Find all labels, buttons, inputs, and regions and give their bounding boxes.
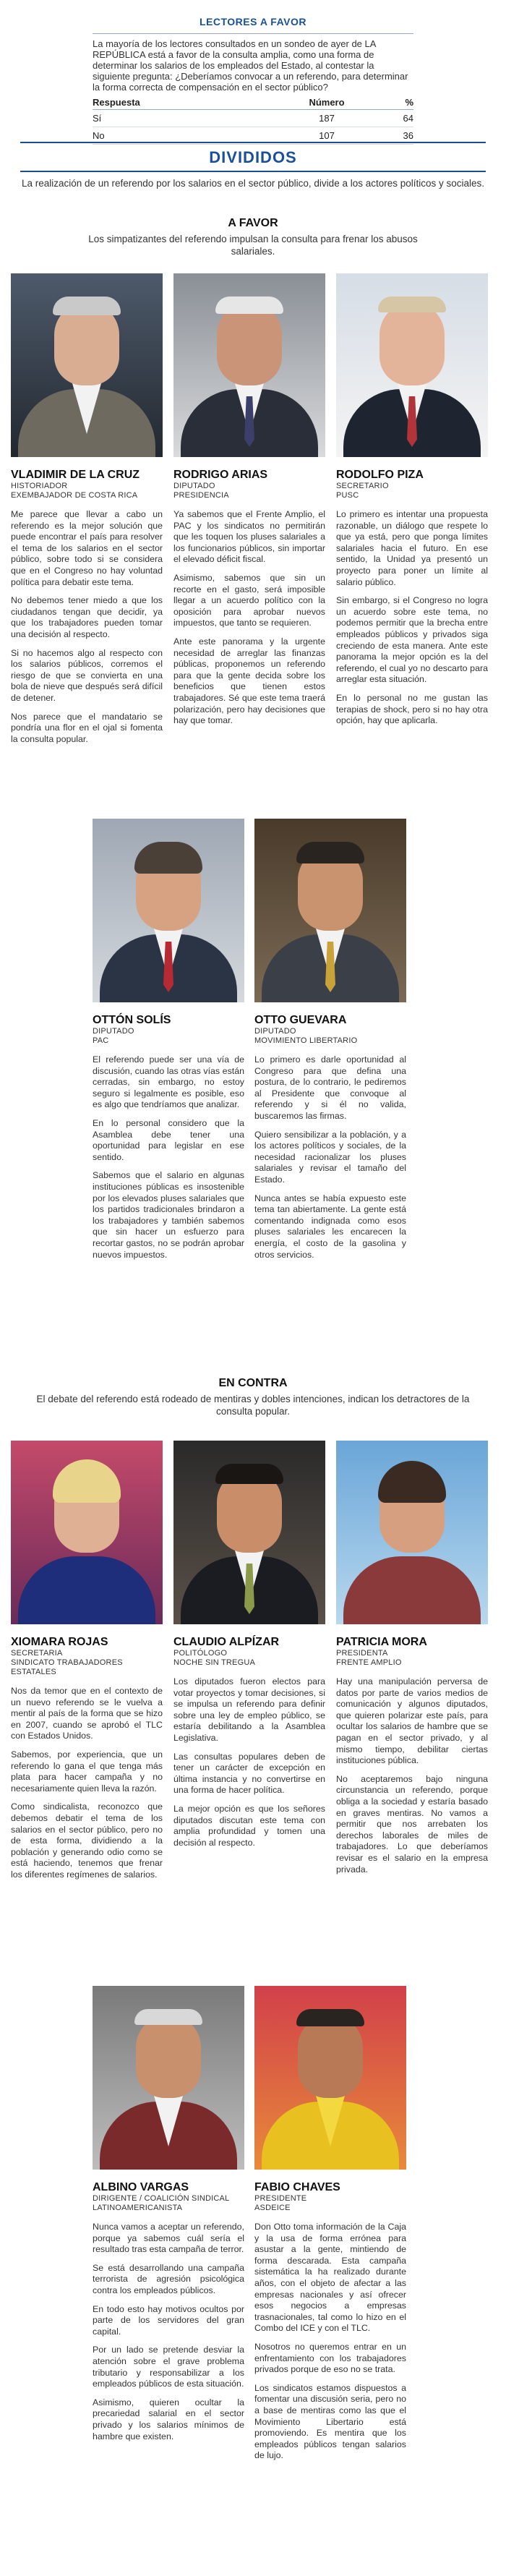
statement-paragraph: No aceptaremos bajo ninguna circunstancia un referendo, porque obliga a la sociedad y estaría basado en graves mentiras. No vamos a permitir que nos arrebaten los derechos laborales de miles de trabajadores. Lo que deberíamos revisar es el salario en la empresa privada.: [336, 1773, 488, 1875]
poll-answer: No: [93, 127, 283, 145]
person-role: SECRETARIO: [336, 482, 389, 490]
poll-header-answer: Respuesta: [93, 95, 283, 110]
poll-header-row: [93, 95, 413, 110]
divider-top: [20, 142, 486, 143]
person-role: PRESIDENTA: [336, 1649, 388, 1658]
poll-divider: [93, 33, 413, 34]
person-name: XIOMARA ROJAS: [11, 1636, 108, 1648]
person-role: DIPUTADO: [254, 1027, 296, 1036]
poll-question: La mayoría de los lectores consultados en un sondeo de ayer de LA REPÚBLICA está a favor de la consulta amplia, como una forma de determinar los salarios de los empleados del Estado, al contestar la siguiente pregunta: ¿Deberíamos convocar a un referendo, para determinar la forma correcta de compensación en el sector público?: [93, 38, 408, 93]
main-subtitle: La realización de un referendo por los salarios en el sector público, divide a los actores políticos y sociales.: [21, 178, 485, 189]
profile-card: [11, 1441, 163, 1888]
person-name: FABIO CHAVES: [254, 2181, 340, 2193]
statement-paragraph: Me parece que llevar a cabo un referendo es la mejor solución que puede encontrar el país para resolver el tema de los salarios en el sector público, sobre todo si se considera que en el Congreso no hay voluntad política para debatir este tema.: [11, 509, 163, 587]
poll-header-pct: %: [370, 95, 413, 110]
poll-results-table: [93, 95, 413, 145]
person-affiliation: ASDEICE: [254, 2204, 291, 2212]
person-role: DIPUTADO: [93, 1027, 134, 1036]
statement-paragraph: Los diputados fueron electos para votar proyectos y tomar decisiones, si se impulsa un referendo para definir sobre una ley de empleo público, se estaría debilitando a la Asamblea Legislativa.: [173, 1676, 325, 1743]
portrait-photo: [93, 819, 244, 1002]
person-role: PRESIDENTE: [254, 2194, 307, 2203]
statement-paragraph: Sabemos, por experiencia, que un referendo lo gana el que tenga más plata para hacer campaña y no necesariamente quien lleva la razón.: [11, 1749, 163, 1794]
profile-card: [93, 819, 244, 1268]
poll-header-number: Número: [283, 95, 370, 110]
person-name: OTTO GUEVARA: [254, 1014, 347, 1026]
statement: [173, 1676, 325, 1848]
main-title: DIVIDIDOS: [209, 148, 297, 166]
statement-paragraph: En lo personal considero que la Asamblea debe tener una oportunidad para legislar en ese sentido.: [93, 1117, 244, 1162]
profile-card: [336, 273, 488, 734]
profile-card: [173, 273, 325, 734]
statement: [173, 509, 325, 727]
statement-paragraph: Ya sabemos que el Frente Amplio, el PAC y los sindicatos no permitirán que les toquen los pluses salariales a los funcionarios públicos, sin importar el elevado déficit fiscal.: [173, 509, 325, 565]
statement: [93, 2222, 244, 2442]
poll-answer: Sí: [93, 110, 283, 127]
poll-row-yes: [93, 110, 413, 127]
statement-paragraph: En lo personal no me gustan las terapias de shock, pero si no hay otra opción, hay que aplicarla.: [336, 692, 488, 726]
statement-paragraph: Como sindicalista, reconozco que debemos debatir el tema de los salarios en el sector público, pero no de esta forma, dividiendo a la población y generando odio como se está haciendo, tenemos que frenar los diferentes regímenes de salarios.: [11, 1801, 163, 1880]
person-name: RODRIGO ARIAS: [173, 469, 268, 481]
statement-paragraph: La mejor opción es que los señores diputados discutan este tema con amplia profundidad y tomen una decisión al respecto.: [173, 1803, 325, 1848]
statement-paragraph: Don Otto toma información de la Caja y la usa de forma errónea para asustar a la gente, mintiendo de forma descarada. Esta campaña sistemática la ha realizado durante años, con el objeto de afectar a las empresas nacionales y así ofrecer esos negocios a empresas trasnacionales, tal como lo hizo en el Combo del ICE y con el TLC.: [254, 2222, 406, 2334]
person-name: VLADIMIR DE LA CRUZ: [11, 469, 140, 481]
statement-paragraph: Lo primero es darle oportunidad al Congreso para que defina una postura, de lo contrario, le pediremos al Presidente que convoque al referendo y si él no valida, buscaremos las firmas.: [254, 1054, 406, 1121]
statement-paragraph: Sabemos que el salario en algunas instituciones públicas es insostenible por los elevados pluses salariales que los partidos tradicionales brindaron a los trabajadores y también sabemos que sin hacer un esfuerzo para recortar gastos, no se podrán aprobar nuevos impuestos.: [93, 1170, 244, 1260]
person-name: RODOLFO PIZA: [336, 469, 424, 481]
statement-paragraph: Sin embargo, si el Congreso no logra un acuerdo sobre este tema, no podemos permitir que la brecha entre empleados públicos y privados siga creciendo de esta manera. Ante este panorama la mejor opción es la del referendo, el cual yo no descarto para arreglar esta situación.: [336, 595, 488, 685]
profile-card: [11, 273, 163, 752]
portrait-photo: [254, 819, 406, 1002]
statement-paragraph: Los sindicatos estamos dispuestos a fomentar una discusión seria, pero no a base de mentiras como las que el Movimiento Libertario está promoviendo. Es mentira que los empleados públicos tengan salarios de lujo.: [254, 2382, 406, 2461]
person-name: OTTÓN SOLÍS: [93, 1014, 171, 1026]
portrait-photo: [254, 1986, 406, 2170]
poll-number: 107: [283, 127, 370, 145]
statement-paragraph: El referendo puede ser una vía de discusión, cuando las otras vías están cerradas, sin embargo, no estoy seguro si legalmente es posible, eso es algo que tendríamos que analizar.: [93, 1054, 244, 1110]
statement-paragraph: Las consultas populares deben de tener un carácter de excepción en última instancia y no convertirse en una forma de hacer política.: [173, 1751, 325, 1796]
person-affiliation: FRENTE AMPLIO: [336, 1658, 402, 1667]
person-affiliation: PAC: [93, 1036, 109, 1045]
portrait-photo: [173, 273, 325, 457]
favor-subtitle: Los simpatizantes del referendo impulsan la consulta para frenar los abusos salariales.: [88, 234, 418, 257]
statement-paragraph: No debemos tener miedo a que los ciudadanos tengan que decidir, ya que los trabajadores pueden tomar una decisión al respecto.: [11, 595, 163, 639]
person-role: HISTORIADOR: [11, 482, 68, 490]
profile-card: [254, 819, 406, 1268]
profile-card: [93, 1986, 244, 2449]
poll-pct: 64: [370, 110, 413, 127]
profile-card: [336, 1441, 488, 1882]
person-name: CLAUDIO ALPÍZAR: [173, 1636, 280, 1648]
statement-paragraph: Se está desarrollando una campaña terrorista de agresión psicológica contra los empleados públicos.: [93, 2262, 244, 2295]
poll-number: 187: [283, 110, 370, 127]
person-role: DIRIGENTE / COALICIÓN SINDICAL LATINOAMERICANISTA: [93, 2194, 229, 2212]
divider-bottom: [20, 171, 486, 172]
statement: [11, 1686, 163, 1881]
statement: [93, 1054, 244, 1261]
contra-subtitle: El debate del referendo está rodeado de mentiras y dobles intenciones, indican los detractores de la consulta popular.: [36, 1394, 470, 1417]
statement-paragraph: Por un lado se pretende desviar la atención sobre el grave problema tributario y responsabilizar a los empleados públicos de esta situación.: [93, 2345, 244, 2389]
favor-title: A FAVOR: [228, 217, 278, 229]
person-affiliation: EXEMBAJADOR DE COSTA RICA: [11, 491, 138, 500]
statement: [336, 1676, 488, 1875]
person-affiliation: PUSC: [336, 491, 359, 500]
portrait-photo: [173, 1441, 325, 1624]
statement-paragraph: Quiero sensibilizar a la población, y a los actores políticos y sociales, de la necesidad racionalizar los pluses salariales y revisar el tamaño del Estado.: [254, 1129, 406, 1185]
person-role: POLITÓLOGO: [173, 1649, 228, 1658]
profile-card: [173, 1441, 325, 1856]
poll-pct: 36: [370, 127, 413, 145]
statement-paragraph: Hay una manipulación perversa de datos por parte de varios medios de comunicación y algunos diputados, que quieren polarizar este país, para ocultar los salarios de hambre que se pagan en el sector privado, y al mismo tiempo, debilitar ciertas instituciones pública.: [336, 1676, 488, 1766]
statement: [336, 509, 488, 727]
statement-paragraph: Ante este panorama y la urgente necesidad de arreglar las finanzas públicas, proponemos un referendo para que la gente decida sobre los beneficios que tienen estos trabajadores. Sé que este tema traerá polarización, pero hay decisiones que hay que tomar.: [173, 636, 325, 726]
portrait-photo: [336, 273, 488, 457]
statement-paragraph: Lo primero es intentar una propuesta razonable, un diálogo que respete lo que ya está, pero que ponga límites salariales hacia el futuro. En ese sentido, la Unidad ya presentó un proyecto para poner un límite al salario público.: [336, 509, 488, 587]
statement-paragraph: Nosotros no queremos entrar en un enfrentamiento con los trabajadores privados porque de eso no se trata.: [254, 2341, 406, 2375]
person-affiliation: NOCHE SIN TREGUA: [173, 1658, 256, 1667]
person-affiliation: MOVIMIENTO LIBERTARIO: [254, 1036, 358, 1045]
person-affiliation: PRESIDENCIA: [173, 491, 229, 500]
statement-paragraph: Nunca vamos a aceptar un referendo, porque ya sabemos cuál sería el resultado tras esta campaña de terror.: [93, 2222, 244, 2255]
poll-box: [93, 0, 413, 145]
person-role: DIPUTADO: [173, 482, 215, 490]
statement: [11, 509, 163, 745]
person-role: SECRETARIA: [11, 1649, 63, 1658]
statement-paragraph: Asimismo, sabemos que sin un recorte en el gasto, será imposible llegar a un acuerdo político con la oposición para aprobar nuevos impuestos, que tanto se requieren.: [173, 572, 325, 628]
portrait-photo: [11, 1441, 163, 1624]
statement-paragraph: Nunca antes se había expuesto este tema tan abiertamente. La gente está comentando indignada como esos pluses salariales les encarecen la energía, el costo de la gasolina y otros servicios.: [254, 1193, 406, 1260]
person-name: PATRICIA MORA: [336, 1636, 427, 1648]
portrait-photo: [336, 1441, 488, 1624]
statement-paragraph: Nos parece que el mandatario se pondría una flor en el ojal si fomenta la consulta popular.: [11, 711, 163, 744]
statement: [254, 2222, 406, 2462]
person-affiliation: SINDICATO TRABAJADORES ESTATALES: [11, 1658, 123, 1676]
portrait-photo: [11, 273, 163, 457]
profile-card: [254, 1986, 406, 2469]
statement-paragraph: Asimismo, quieren ocultar la precariedad salarial en el sector privado y los salarios mínimos de hambre que existen.: [93, 2397, 244, 2441]
statement-paragraph: Si no hacemos algo al respecto con los salarios públicos, corremos el riesgo de que se convierta en una bola de nieve que después será difícil de detener.: [11, 647, 163, 703]
poll-title: LECTORES A FAVOR: [199, 16, 306, 27]
statement: [254, 1054, 406, 1261]
person-name: ALBINO VARGAS: [93, 2181, 189, 2193]
statement-paragraph: En todo esto hay motivos ocultos por parte de los servidores del gran capital.: [93, 2303, 244, 2337]
statement-paragraph: Nos da temor que en el contexto de un nuevo referendo se le vuelva a mentir al país de la forma que se hizo en 2007, cuando se aprobó el TLC con Estados Unidos.: [11, 1686, 163, 1741]
contra-title: EN CONTRA: [218, 1377, 288, 1389]
portrait-photo: [93, 1986, 244, 2170]
